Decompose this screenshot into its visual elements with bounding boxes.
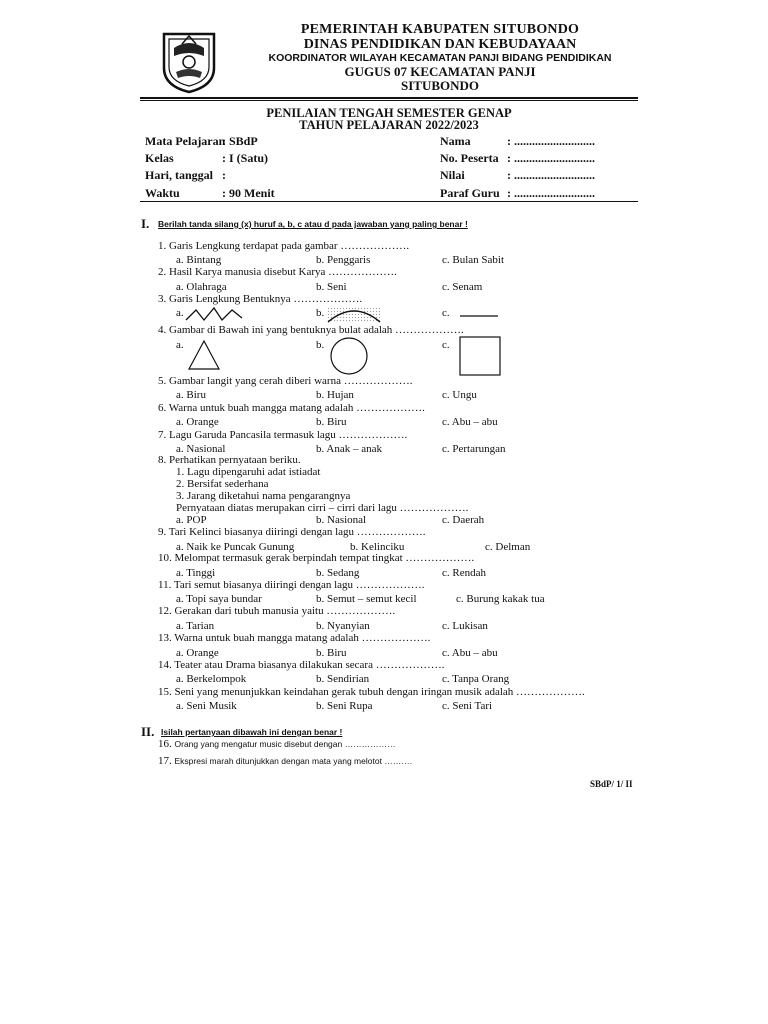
section-1-numeral: I. [141, 216, 150, 231]
question-4: 4. Gambar di Bawah ini yang bentuknya bulat adalah ………………. [158, 324, 464, 336]
question-15-option-b[interactable]: b. Seni Rupa [316, 700, 373, 712]
zigzag-line-icon [186, 304, 242, 324]
question-10: 10. Melompat termasuk gerak berpindah tempat tingkat ………………. [158, 552, 475, 564]
name-label: Nama [440, 134, 471, 148]
question-9: 9. Tari Kelinci biasanya diiringi dengan lagu ………………. [158, 526, 426, 538]
question-3-option-b[interactable]: b. [316, 307, 325, 319]
question-4-option-c[interactable]: c. [442, 339, 450, 351]
question-3: 3. Garis Lengkung Bentuknya ………………. [158, 293, 363, 305]
section-1-instruction: Berilah tanda silang (x) huruf a, b, c atau d pada jawaban yang paling benar ! [158, 219, 468, 229]
question-3-option-a[interactable]: a. [176, 307, 184, 319]
question-1-option-c[interactable]: c. Bulan Sabit [442, 254, 505, 266]
question-10-option-b[interactable]: b. Sedang [316, 567, 360, 579]
exam-title: PENILAIAN TENGAH SEMESTER GENAP [266, 106, 512, 120]
signature-label: Paraf Guru [440, 186, 500, 200]
class-value: : I (Satu) [222, 151, 269, 165]
question-9-option-a[interactable]: a. Naik ke Puncak Gunung [176, 541, 295, 553]
curved-arc-icon [324, 304, 384, 324]
question-2: 2. Hasil Karya manusia disebut Karya ………………. [158, 266, 397, 278]
question-5: 5. Gambar langit yang cerah diberi warna ………………. [158, 375, 413, 387]
question-4-option-a[interactable]: a. [176, 339, 184, 351]
question-12-option-c[interactable]: c. Lukisan [442, 620, 488, 632]
score-field[interactable]: : ........................... [507, 168, 595, 182]
square-shape-icon [459, 336, 501, 376]
triangle-shape-icon [188, 340, 220, 370]
question-8-statement-2: 2. Bersifat sederhana [176, 478, 269, 490]
question-4-option-b[interactable]: b. [316, 339, 325, 351]
header-coordinator: KOORDINATOR WILAYAH KECAMATAN PANJI BIDANG PENDIDIKAN [268, 52, 612, 64]
question-8: 8. Perhatikan pernyataan beriku. [158, 454, 301, 466]
question-6: 6. Warna untuk buah mangga matang adalah ………………. [158, 402, 425, 414]
question-11-option-a[interactable]: a. Topi saya bundar [176, 593, 262, 605]
essay-17-number: 17. [158, 755, 172, 767]
question-12-option-a[interactable]: a. Tarian [176, 620, 215, 632]
question-14-option-b[interactable]: b. Sendirian [316, 673, 370, 685]
question-8-statement-3: 3. Jarang diketahui nama pengarangnya [176, 490, 351, 502]
essay-16 [158, 738, 396, 750]
exam-year: TAHUN PELAJARAN 2022/2023 [299, 118, 479, 132]
question-7-option-a[interactable]: a. Nasional [176, 443, 226, 455]
question-5-option-c[interactable]: c. Ungu [442, 389, 477, 401]
section-2-numeral: II. [141, 724, 155, 739]
question-6-option-c[interactable]: c. Abu – abu [442, 416, 498, 428]
question-5-option-b[interactable]: b. Hujan [316, 389, 354, 401]
participant-label: No. Peserta [440, 151, 499, 165]
question-8-followup: Pernyataan diatas merupakan cirri – cirri dari lagu ………………. [176, 502, 469, 514]
info-divider [140, 201, 638, 202]
subject-value: : SBdP [222, 134, 258, 148]
time-label: Waktu [145, 186, 180, 200]
section-2-instruction: Isilah pertanyaan dibawah ini dengan benar ! [161, 727, 343, 737]
circle-shape-icon [330, 337, 368, 375]
straight-line-icon [460, 314, 498, 318]
header-divider-thin [140, 100, 638, 101]
question-14: 14. Teater atau Drama biasanya dilakukan secara ………………. [158, 659, 445, 671]
question-6-option-a[interactable]: a. Orange [176, 416, 219, 428]
question-6-option-b[interactable]: b. Biru [316, 416, 347, 428]
question-15-option-a[interactable]: a. Seni Musik [176, 700, 237, 712]
question-11-option-c[interactable]: c. Burung kakak tua [456, 593, 545, 605]
question-13-option-c[interactable]: c. Abu – abu [442, 647, 498, 659]
question-7: 7. Lagu Garuda Pancasila termasuk lagu ………………. [158, 429, 408, 441]
question-8-option-b[interactable]: b. Nasional [316, 514, 367, 526]
participant-field[interactable]: : ........................... [507, 151, 595, 165]
question-2-option-b[interactable]: b. Seni [316, 281, 347, 293]
question-11-option-b[interactable]: b. Semut – semut kecil [316, 593, 417, 605]
question-12: 12. Gerakan dari tubuh manusia yaitu ………………. [158, 605, 396, 617]
page-code: SBdP/ 1/ II [590, 779, 633, 789]
question-8-option-c[interactable]: c. Daerah [442, 514, 485, 526]
question-10-option-a[interactable]: a. Tinggi [176, 567, 216, 579]
question-9-option-b[interactable]: b. Kelinciku [350, 541, 405, 553]
question-2-option-a[interactable]: a. Olahraga [176, 281, 227, 293]
essay-17 [158, 755, 412, 767]
signature-field[interactable]: : ........................... [507, 186, 595, 200]
question-7-option-c[interactable]: c. Pertarungan [442, 443, 506, 455]
header-divider [140, 97, 638, 99]
header-cluster: GUGUS 07 KECAMATAN PANJI [344, 64, 536, 79]
question-8-statement-1: 1. Lagu dipengaruhi adat istiadat [176, 466, 321, 478]
essay-16-number: 16. [158, 738, 172, 750]
question-13-option-b[interactable]: b. Biru [316, 647, 347, 659]
essay-16-text: Orang yang mengatur music disebut dengan ……………… [174, 739, 396, 749]
question-2-option-c[interactable]: c. Senam [442, 281, 483, 293]
question-14-option-c[interactable]: c. Tanpa Orang [442, 673, 510, 685]
question-1: 1. Garis Lengkung terdapat pada gambar ………………. [158, 240, 410, 252]
question-10-option-c[interactable]: c. Rendah [442, 567, 486, 579]
header-city: SITUBONDO [400, 78, 480, 93]
question-7-option-b[interactable]: b. Anak – anak [316, 443, 382, 455]
date-label: Hari, tanggal [145, 168, 213, 182]
class-label: Kelas [145, 151, 174, 165]
essay-17-text: Ekspresi marah ditunjukkan dengan mata yang melotot ………. [174, 756, 413, 766]
question-15-option-c[interactable]: c. Seni Tari [442, 700, 493, 712]
name-field[interactable]: : ........................... [507, 134, 595, 148]
question-8-option-a[interactable]: a. POP [176, 514, 207, 526]
score-label: Nilai [440, 168, 465, 182]
question-9-option-c[interactable]: c. Delman [485, 541, 531, 553]
question-3-option-c[interactable]: c. [442, 307, 450, 319]
question-13-option-a[interactable]: a. Orange [176, 647, 219, 659]
subject-label: Mata Pelajaran [145, 134, 226, 148]
header-government: PEMERINTAH KABUPATEN SITUBONDO [300, 22, 580, 37]
question-1-option-b[interactable]: b. Penggaris [316, 254, 371, 266]
question-12-option-b[interactable]: b. Nyanyian [316, 620, 370, 632]
question-13: 13. Warna untuk buah mangga matang adalah ………………. [158, 632, 431, 644]
date-value: : [222, 168, 226, 182]
question-15: 15. Seni yang menunjukkan keindahan gerak tubuh dengan iringan musik adalah ………………. [158, 686, 585, 698]
time-value: : 90 Menit [222, 186, 275, 200]
question-5-option-a[interactable]: a. Biru [176, 389, 206, 401]
question-14-option-a[interactable]: a. Berkelompok [176, 673, 247, 685]
question-11: 11. Tari semut biasanya diiringi dengan lagu ………………. [158, 579, 425, 591]
header-department: DINAS PENDIDIKAN DAN KEBUDAYAAN [303, 37, 577, 52]
question-1-option-a[interactable]: a. Bintang [176, 254, 222, 266]
